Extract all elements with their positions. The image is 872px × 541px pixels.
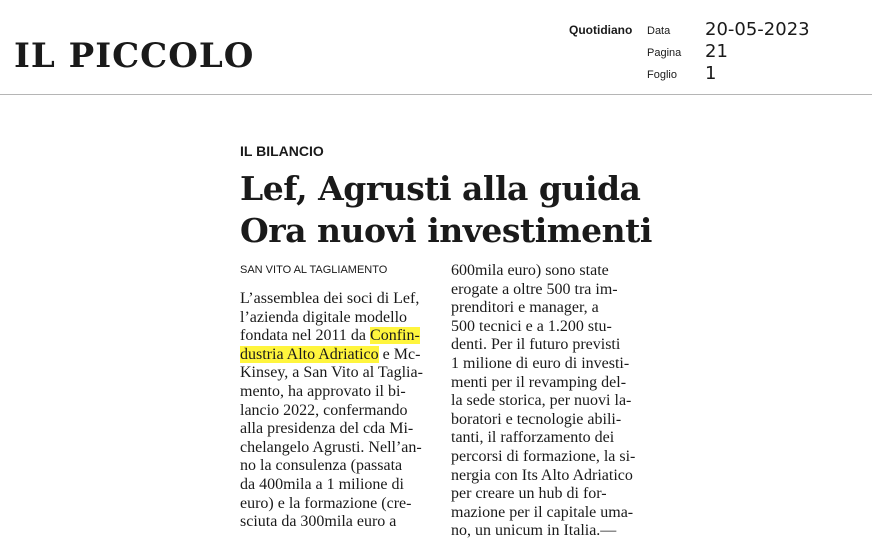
text-line: 600mila euro) sono state [451, 262, 609, 279]
text-line: da 400mila a 1 milione di [240, 475, 404, 493]
text-line: chelangelo Agrusti. Nell’an- [240, 438, 422, 456]
article-headline [240, 168, 652, 252]
text-line: erogate a oltre 500 tra im- [451, 280, 618, 298]
text-line: percorsi di formazione, la si- [451, 447, 636, 465]
date-value: 20-05-2023 [705, 19, 810, 40]
text-line [240, 327, 432, 346]
article-kicker: IL BILANCIO [240, 143, 324, 159]
text-line: Kinsey, a San Vito al Taglia- [240, 364, 423, 382]
text-line: sciuta da 300mila euro a [240, 513, 397, 531]
text-line: euro) e la formazione (cre- [240, 494, 412, 512]
page-label: Pagina [647, 47, 682, 59]
text-line: lancio 2022, confermando [240, 401, 408, 419]
highlighted-text: Confin- [370, 327, 420, 345]
text-line: 1 milione di euro di investi- [451, 354, 630, 372]
article-dateline: SAN VITO AL TAGLIAMENTO [240, 264, 388, 276]
text-line: L’assemblea dei soci di Lef, [240, 290, 420, 307]
text-line: mento, ha approvato il bi- [240, 382, 406, 400]
text-line: denti. Per il futuro previsti [451, 336, 621, 354]
sheet-label: Foglio [647, 69, 677, 81]
article-column-1 [240, 290, 432, 532]
text-line: menti per il revamping del- [451, 373, 627, 391]
text-line [240, 346, 432, 365]
highlighted-text: dustria Alto Adriatico [240, 345, 379, 363]
text-line: per creare un hub di for- [451, 485, 607, 503]
text-line: l’azienda digitale modello [240, 308, 408, 326]
headline-line-1: Lef, Agrusti alla guida [240, 169, 641, 208]
sheet-value: 1 [705, 63, 717, 84]
text-line: alla presidenza del cda Mi- [240, 420, 414, 438]
text-line: no, un unicum in Italia.— [451, 522, 617, 540]
text-line: la sede storica, per nuovi la- [451, 392, 632, 410]
publication-type: Quotidiano [569, 23, 633, 37]
text-line: mazione per il capitale uma- [451, 503, 634, 521]
text-line: 500 tecnici e a 1.200 stu- [451, 317, 612, 335]
header-divider [0, 94, 872, 95]
date-label: Data [647, 25, 671, 37]
text-line: boratori e tecnologie abili- [451, 410, 622, 428]
newspaper-masthead: IL PICCOLO [14, 36, 255, 76]
article-column-2 [451, 262, 639, 541]
page-value: 21 [705, 41, 728, 62]
text-fragment: e Mc- [378, 345, 421, 363]
text-fragment: fondata nel 2011 da [240, 327, 371, 345]
text-line: prenditori e manager, a [451, 299, 599, 317]
text-line: no la consulenza (passata [240, 457, 403, 475]
headline-line-2: Ora nuovi investimenti [240, 211, 652, 250]
text-line: tanti, il rafforzamento dei [451, 429, 615, 447]
text-line: nergia con Its Alto Adriatico [451, 466, 633, 484]
